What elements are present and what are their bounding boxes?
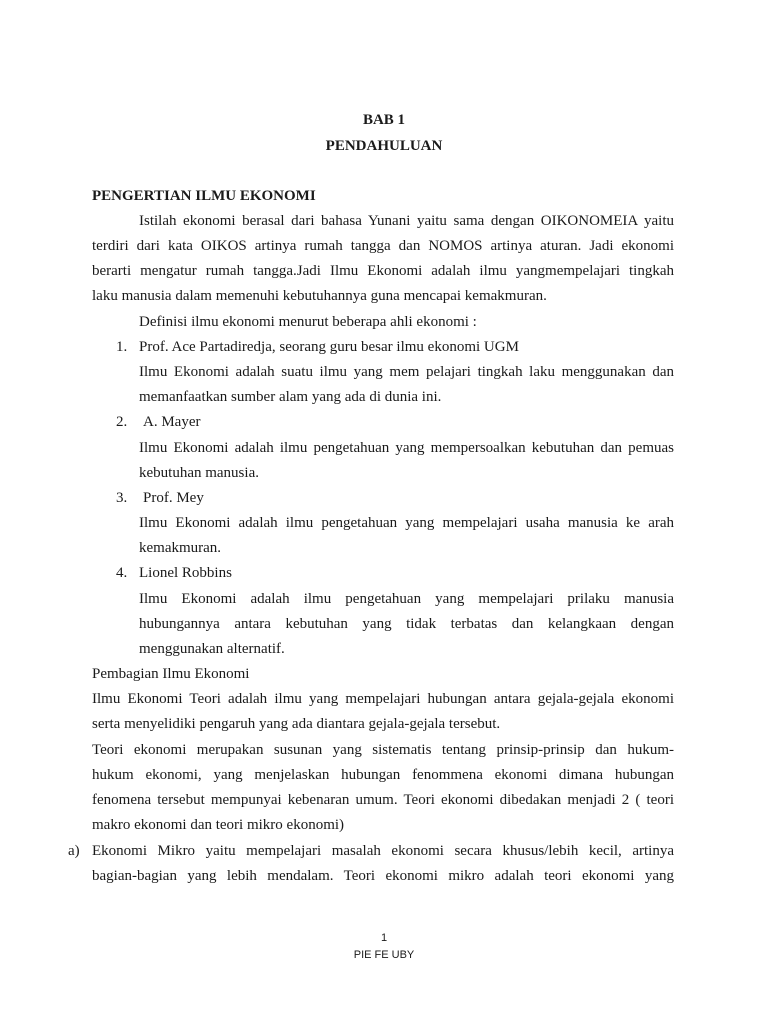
expert-number: 3. [116, 490, 128, 506]
expert-number: 1. [116, 339, 128, 355]
section-heading: PENGERTIAN ILMU EKONOMI [92, 188, 316, 204]
expert-name: Prof. Ace Partadiredja, seorang guru besar ilmu ekonomi UGM [139, 339, 519, 355]
expert-name: Lionel Robbins [139, 565, 232, 581]
intro-line-1: Istilah ekonomi berasal dari bahasa Yunani yaitu sama dengan OIKONOMEIA yaitu [139, 213, 674, 229]
expert-name: A. Mayer [143, 414, 201, 430]
expert-definition-line: hubungannya antara kebutuhan yang tidak terbatas dan kelangkaan dengan [139, 616, 674, 632]
chapter-title: PENDAHULUAN [325, 138, 443, 154]
expert-definition-line: Ilmu Ekonomi adalah ilmu pengetahuan yang mempelajari prilaku manusia [139, 591, 674, 607]
expert-definition-line: kebutuhan manusia. [139, 465, 259, 481]
intro-line-2: terdiri dari kata OIKOS artinya rumah tangga dan NOMOS artinya aturan. Jadi ekonomi [92, 238, 674, 254]
division-line: serta menyelidiki pengaruh yang ada diantara gejala-gejala tersebut. [92, 716, 501, 732]
division-heading: Pembagian Ilmu Ekonomi [92, 666, 250, 682]
expert-definition-line: memanfaatkan sumber alam yang ada di dunia ini. [139, 389, 442, 405]
chapter-number: BAB 1 [362, 112, 406, 128]
intro-line-3: berarti mengatur rumah tangga.Jadi Ilmu Ekonomi adalah ilmu yangmempelajari tingkah [92, 263, 674, 279]
theory-line: fenomena tersebut mempunyai kebenaran umum. Teori ekonomi dibedakan menjadi 2 ( teori [92, 792, 674, 808]
micro-line: Ekonomi Mikro yaitu mempelajari masalah ekonomi secara khusus/lebih kecil, artinya [92, 843, 674, 859]
expert-definition-line: kemakmuran. [139, 540, 222, 556]
definition-intro: Definisi ilmu ekonomi menurut beberapa ahli ekonomi : [139, 314, 477, 330]
theory-line: makro ekonomi dan teori mikro ekonomi) [92, 817, 345, 833]
footer-text: PIE FE UBY [353, 949, 415, 961]
intro-line-4: laku manusia dalam memenuhi kebutuhannya guna mencapai kemakmuran. [92, 288, 547, 304]
division-line: Ilmu Ekonomi Teori adalah ilmu yang mempelajari hubungan antara gejala-gejala ekonomi [92, 691, 674, 707]
theory-line: hukum ekonomi, yang menjelaskan hubungan fenommena ekonomi dimana hubungan [92, 767, 674, 783]
expert-number: 2. [116, 414, 128, 430]
expert-number: 4. [116, 565, 128, 581]
expert-definition-line: menggunakan alternatif. [139, 641, 285, 657]
expert-definition-line: Ilmu Ekonomi adalah suatu ilmu yang mem pelajari tingkah laku menggunakan dan [139, 364, 674, 380]
page-number: 1 [380, 932, 388, 944]
expert-definition-line: Ilmu Ekonomi adalah ilmu pengetahuan yang mempersoalkan kebutuhan dan pemuas [139, 440, 674, 456]
micro-line: bagian-bagian yang lebih mendalam. Teori ekonomi mikro adalah teori ekonomi yang [92, 868, 674, 884]
expert-name: Prof. Mey [143, 490, 204, 506]
theory-line: Teori ekonomi merupakan susunan yang sistematis tentang prinsip-prinsip dan hukum- [92, 742, 674, 758]
micro-list-label: a) [68, 843, 80, 859]
expert-definition-line: Ilmu Ekonomi adalah ilmu pengetahuan yang mempelajari usaha manusia ke arah [139, 515, 674, 531]
